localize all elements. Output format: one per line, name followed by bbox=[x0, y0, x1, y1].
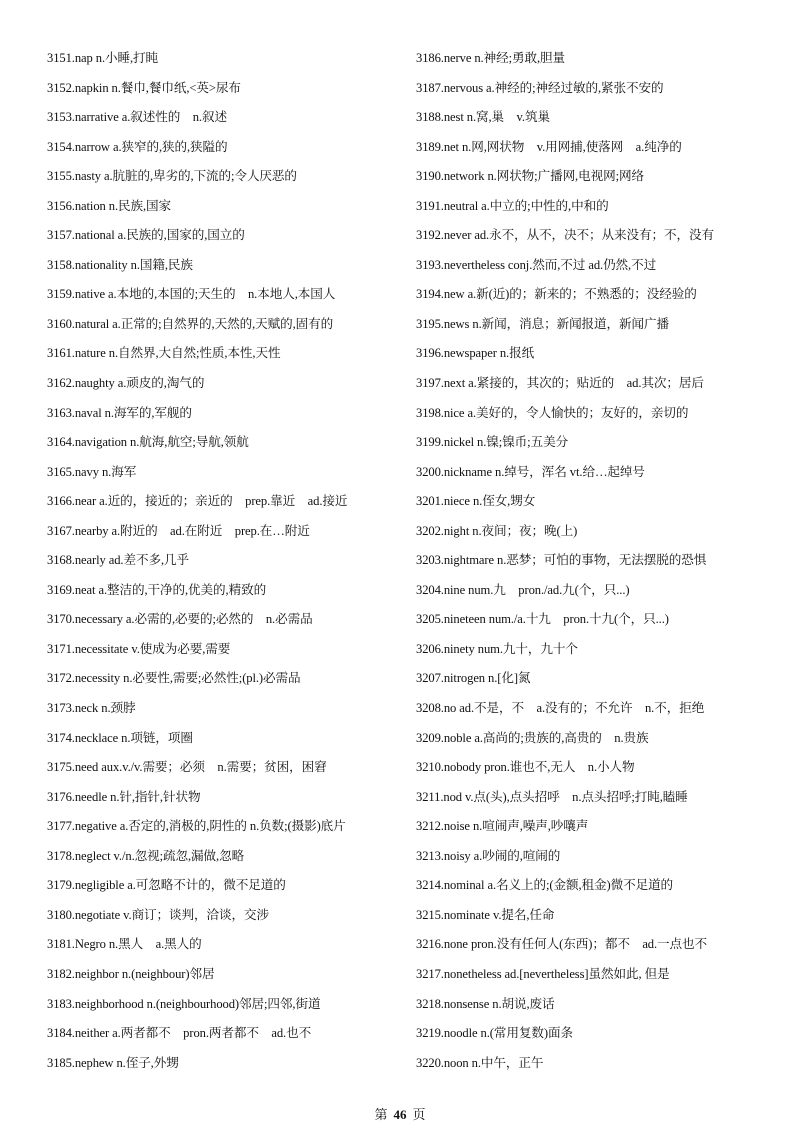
vocab-entry: 3186.nerve n.神经;勇敢,胆量 bbox=[416, 51, 566, 65]
vocab-entry: 3164.navigation n.航海,航空;导航,领航 bbox=[47, 435, 249, 450]
vocab-entry: 3159.native a.本地的,本国的;天生的 n.本地人,本国人 bbox=[47, 287, 336, 302]
vocab-entry: 3190.network n.网状物;广播网,电视网;网络 bbox=[416, 169, 644, 184]
vocab-entry: 3162.naughty a.顽皮的,淘气的 bbox=[47, 376, 205, 391]
vocab-entry: 3180.negotiate v.商订；谈判，洽谈，交涉 bbox=[47, 907, 269, 922]
vocab-entry: 3177.negative a.否定的,消极的,阴性的 n.负数;(摄影)底片 bbox=[47, 819, 346, 834]
vocab-entry: 3182.neighbor n.(neighbour)邻居 bbox=[47, 966, 215, 981]
vocab-entry: 3187.nervous a.神经的;神经过敏的,紧张不安的 bbox=[416, 80, 664, 95]
vocab-entry: 3172.necessity n.必要性,需要;必然性;(pl.)必需品 bbox=[47, 671, 301, 686]
vocab-entry: 3171.necessitate v.使成为必要,需要 bbox=[47, 641, 231, 656]
vocab-entry: 3208.no ad.不是，不 a.没有的；不允许 n.不，拒绝 bbox=[416, 701, 705, 716]
vocab-entry: 3200.nickname n.绰号，浑名 vt.给…起绰号 bbox=[416, 464, 645, 479]
vocab-entry: 3214.nominal a.名义上的;(金额,租金)微不足道的 bbox=[416, 878, 674, 893]
vocab-entry: 3211.nod v.点(头),点头招呼 n.点头招呼;打盹,瞌睡 bbox=[416, 789, 688, 804]
vocab-entry: 3166.near a.近的，接近的；亲近的 prep.靠近 ad.接近 bbox=[47, 494, 348, 509]
vocab-entry: 3220.noon n.中午，正午 bbox=[416, 1055, 544, 1070]
vocab-entry: 3193.nevertheless conj.然而,不过 ad.仍然,不过 bbox=[416, 257, 657, 272]
vocab-entry: 3160.natural a.正常的;自然界的,天然的,天赋的,固有的 bbox=[47, 316, 334, 331]
vocab-entry: 3163.naval n.海军的,军舰的 bbox=[47, 405, 192, 420]
vocab-entry: 3183.neighborhood n.(neighbourhood)邻居;四邻,街道 bbox=[47, 996, 321, 1011]
vocab-entry: 3196.newspaper n.报纸 bbox=[416, 346, 535, 361]
vocab-entry: 3157.national a.民族的,国家的,国立的 bbox=[47, 228, 245, 243]
vocab-entry: 3181.Negro n.黑人 a.黑人的 bbox=[47, 937, 202, 952]
footer-suffix: 页 bbox=[412, 1107, 426, 1122]
footer-prefix: 第 bbox=[374, 1107, 388, 1122]
vocab-entry: 3218.nonsense n.胡说,废话 bbox=[416, 996, 555, 1011]
vocab-entry: 3189.net n.网,网状物 v.用网捕,使落网 a.纯净的 bbox=[416, 139, 682, 154]
vocab-entry: 3175.need aux.v./v.需要；必须 n.需要；贫困，困窘 bbox=[47, 760, 327, 775]
vocab-entry: 3206.ninety num.九十，九十个 bbox=[416, 641, 578, 656]
vocab-entry: 3170.necessary a.必需的,必要的;必然的 n.必需品 bbox=[47, 612, 313, 627]
vocab-entry: 3219.noodle n.(常用复数)面条 bbox=[416, 1026, 573, 1041]
vocab-entry: 3202.night n.夜间；夜；晚(上) bbox=[416, 523, 578, 538]
vocab-entry: 3167.nearby a.附近的 ad.在附近 prep.在…附近 bbox=[47, 523, 310, 538]
vocab-entry: 3210.nobody pron.谁也不,无人 n.小人物 bbox=[416, 760, 635, 775]
vocab-entry: 3155.nasty a.肮脏的,卑劣的,下流的;令人厌恶的 bbox=[47, 169, 297, 184]
vocab-entry: 3195.news n.新闻，消息；新闻报道，新闻广播 bbox=[416, 316, 670, 331]
vocab-entry: 3165.navy n.海军 bbox=[47, 464, 137, 479]
vocab-entry: 3173.neck n.颈脖 bbox=[47, 701, 136, 716]
vocab-entry: 3209.noble a.高尚的;贵族的,高贵的 n.贵族 bbox=[416, 730, 649, 745]
vocab-entry: 3169.neat a.整洁的,干净的,优美的,精致的 bbox=[47, 582, 267, 597]
vocab-entry: 3188.nest n.窝,巢 v.筑巢 bbox=[416, 110, 550, 125]
page-footer bbox=[0, 1104, 800, 1123]
vocab-entry: 3179.negligible a.可忽略不计的，微不足道的 bbox=[47, 878, 286, 893]
vocab-entry: 3203.nightmare n.恶梦；可怕的事物，无法摆脱的恐惧 bbox=[416, 553, 707, 568]
vocab-entry: 3152.napkin n.餐巾,餐巾纸,<英>尿布 bbox=[47, 80, 241, 95]
right-column bbox=[416, 44, 761, 1078]
vocab-entry: 3207.nitrogen n.[化]氮 bbox=[416, 671, 531, 686]
vocab-entry: 3191.neutral a.中立的;中性的,中和的 bbox=[416, 198, 609, 213]
vocab-entry: 3158.nationality n.国籍,民族 bbox=[47, 257, 193, 272]
vocab-entry: 3213.noisy a.吵闹的,喧闹的 bbox=[416, 848, 561, 863]
vocab-entry: 3168.nearly ad.差不多,几乎 bbox=[47, 553, 190, 568]
vocab-entry: 3153.narrative a.叙述性的 n.叙述 bbox=[47, 110, 227, 125]
left-column bbox=[47, 44, 397, 1078]
vocab-entry: 3201.niece n.侄女,甥女 bbox=[416, 494, 536, 509]
vocab-entry: 3205.nineteen num./a.十九 pron.十九(个，只...) bbox=[416, 612, 669, 627]
vocab-entry: 3156.nation n.民族,国家 bbox=[47, 198, 172, 213]
page-number: 46 bbox=[393, 1107, 407, 1122]
vocab-entry: 3154.narrow a.狭窄的,狭的,狭隘的 bbox=[47, 139, 228, 154]
vocab-entry: 3185.nephew n.侄子,外甥 bbox=[47, 1055, 179, 1070]
vocab-entry: 3184.neither a.两者都不 pron.两者都不 ad.也不 bbox=[47, 1026, 312, 1041]
vocab-entry: 3199.nickel n.镍;镍币;五美分 bbox=[416, 435, 569, 450]
vocab-entry: 3194.new a.新(近)的；新来的；不熟悉的；没经验的 bbox=[416, 287, 697, 302]
vocab-entry: 3192.never ad.永不，从不，决不；从来没有；不，没有 bbox=[416, 228, 714, 243]
vocab-entry: 3178.neglect v./n.忽视;疏忽,漏做,忽略 bbox=[47, 848, 245, 863]
vocab-entry: 3216.none pron.没有任何人(东西)；都不 ad.一点也不 bbox=[416, 937, 708, 952]
vocab-entry: 3215.nominate v.提名,任命 bbox=[416, 907, 555, 922]
vocab-entry: 3197.next a.紧接的，其次的；贴近的 ad.其次；居后 bbox=[416, 376, 704, 391]
vocab-entry: 3217.nonetheless ad.[nevertheless]虽然如此, 但是 bbox=[416, 966, 670, 981]
vocab-entry: 3212.noise n.喧闹声,噪声,吵嚷声 bbox=[416, 819, 589, 834]
vocab-entry: 3176.needle n.针,指针,针状物 bbox=[47, 789, 201, 804]
vocab-entry: 3151.nap n.小睡,打盹 bbox=[47, 51, 159, 65]
vocab-entry: 3204.nine num.九 pron./ad.九(个，只...) bbox=[416, 582, 630, 597]
vocab-entry: 3161.nature n.自然界,大自然;性质,本性,天性 bbox=[47, 346, 281, 361]
vocab-entry: 3174.necklace n.项链，项圈 bbox=[47, 730, 193, 745]
vocab-entry: 3198.nice a.美好的，令人愉快的；友好的，亲切的 bbox=[416, 405, 689, 420]
